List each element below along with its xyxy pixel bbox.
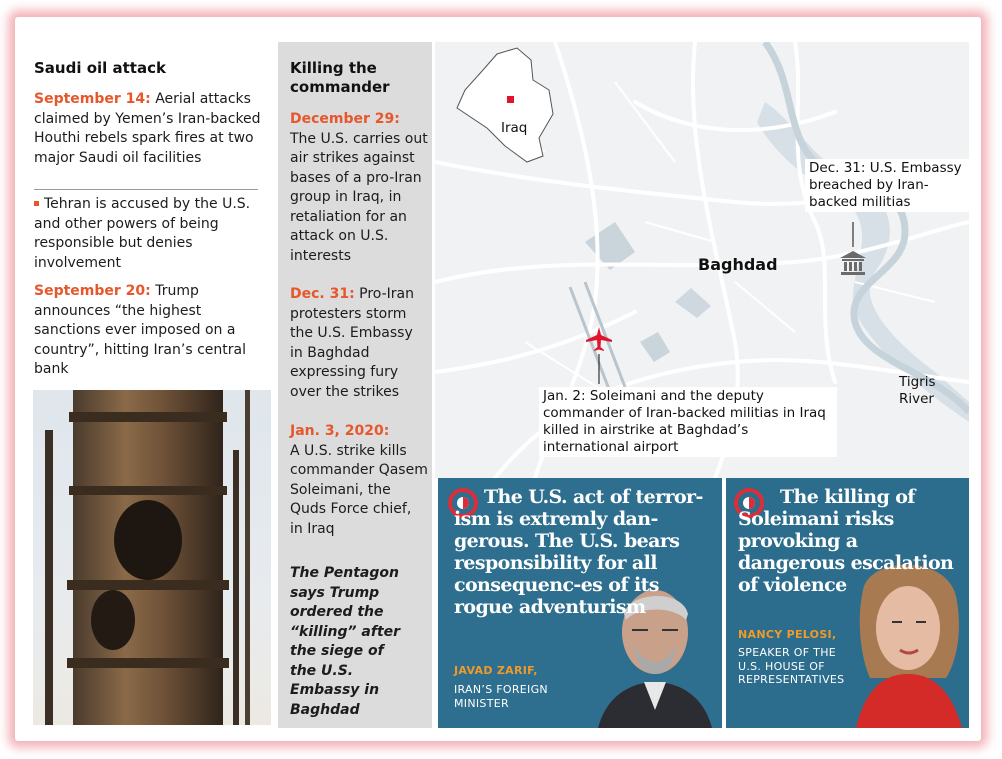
entry-text: Trump announces “the highest sanctions ever imposed on a country”, hitting Iran’s central bank (34, 283, 246, 377)
saudi-heading: Saudi oil attack (34, 59, 166, 77)
airplane-icon (585, 326, 613, 352)
baghdad-map (435, 42, 969, 478)
oil-facility-photo (33, 390, 271, 725)
entry-date: September 14: (34, 91, 151, 107)
entry-date: Dec. 31: (290, 286, 355, 302)
saudi-column (28, 42, 274, 728)
pelosi-role: SPEAKER OF THE U.S. HOUSE OF REPRESENTATIVES (738, 646, 845, 686)
quotes-section (435, 478, 969, 728)
pelosi-quote: The killing of Soleimani risks provoking a dangerous escalation of violence (738, 486, 954, 596)
entry-text: A U.S. strike kills commander Qasem Soleimani, the Quds Force chief, in Iraq (290, 442, 428, 537)
entry-text: Pro-Iran protesters storm the U.S. Embassy in Baghdad expressing fury over the strikes (290, 286, 415, 400)
iraq-label: Iraq (501, 120, 528, 136)
commander-heading: Killing the commander (290, 59, 390, 96)
commander-entry-2 (290, 285, 428, 402)
airport-callout: Jan. 2: Soleimani and the deputy commander of Iran-backed militias in Iraq killed in airstrike at Baghdad’s international airport (539, 387, 837, 457)
entry-text: Aerial attacks claimed by Yemen’s Iran-backed Houthi rebels spark fires at two major Saudi oil facilities (34, 91, 261, 166)
entry-date: December 29: (290, 111, 400, 127)
pentagon-note: The Pentagon says Trump ordered the “killing” after the siege of the U.S. Embassy in Baghdad (290, 565, 401, 718)
entry-date: September 20: (34, 283, 151, 299)
zarif-quote-box (438, 478, 722, 728)
saudi-entry-2 (34, 282, 270, 380)
pelosi-quote-box (726, 478, 969, 728)
embassy-building-icon (839, 250, 867, 276)
embassy-callout: Dec. 31: U.S. Embassy breached by Iran-backed militias (805, 159, 969, 212)
commander-entry-1 (290, 110, 428, 266)
infographic (28, 42, 969, 728)
entry-date: Jan. 3, 2020: (290, 423, 390, 439)
divider (34, 189, 258, 190)
zarif-role: IRAN’S FOREIGN MINISTER (454, 683, 548, 710)
entry-text: The U.S. carries out air strikes against bases of a pro-Iran group in Iraq, in retaliation for an attack on U.S. interests (290, 130, 428, 264)
saudi-bullet (34, 195, 264, 273)
tigris-river-label: Tigris River (899, 374, 936, 407)
bullet-icon (34, 201, 39, 206)
bullet-text: Tehran is accused by the U.S. and other powers of being responsible but denies involvement (34, 196, 251, 271)
zarif-name: JAVAD ZARIF, (454, 664, 538, 677)
saudi-entry-1 (34, 90, 270, 168)
pelosi-name: NANCY PELOSI, (738, 628, 837, 641)
zarif-quote: The U.S. act of terror-ism is extremly dan-gerous. The U.S. bears responsibility for all consequenc-es of its rogue adventurism (454, 486, 703, 618)
commander-entry-3 (290, 422, 428, 539)
baghdad-label: Baghdad (698, 255, 778, 274)
commander-column (278, 42, 432, 728)
